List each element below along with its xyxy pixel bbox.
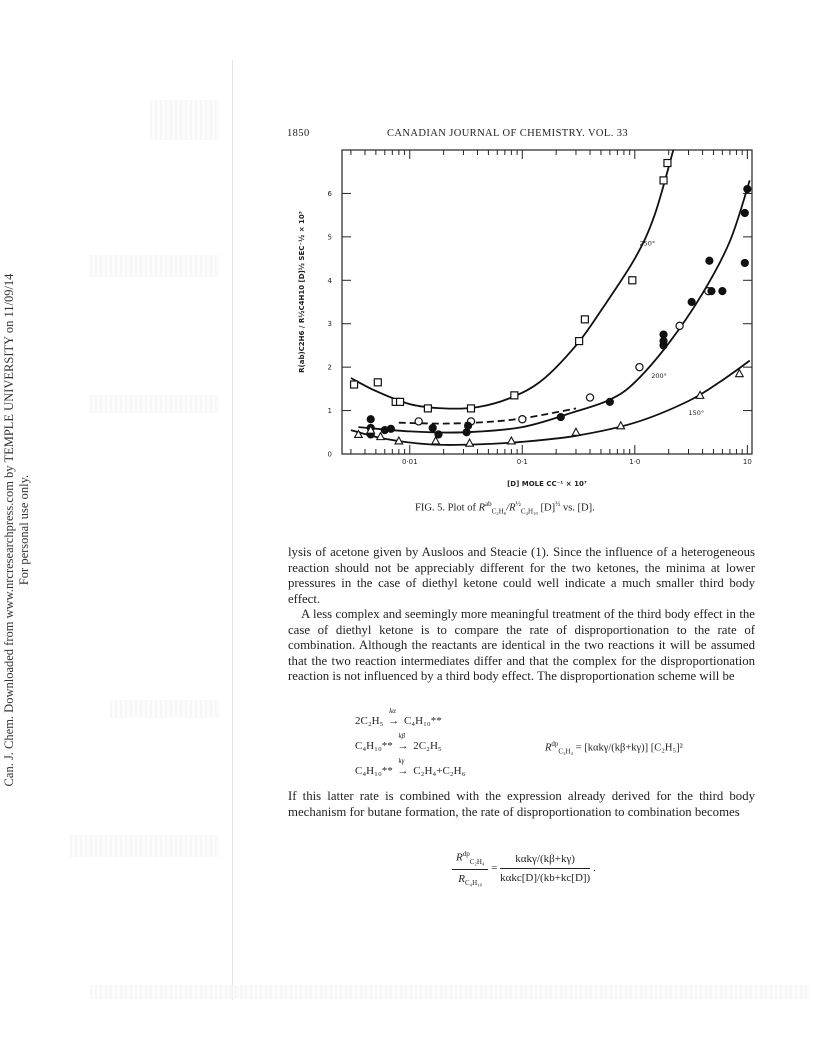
caption-symbol: R (478, 502, 486, 514)
data-point-square (374, 379, 381, 386)
data-point-triangle (572, 428, 580, 435)
scan-artifact (70, 835, 220, 857)
data-point-square (467, 405, 474, 412)
equals-sign: = (491, 862, 501, 875)
temperature-label: 250° (639, 239, 656, 248)
scan-artifact (110, 700, 220, 718)
data-point-open-circle (415, 418, 422, 425)
paragraph-3: If this latter rate is combined with the expression already derived for the third body mechanism for butane formation, the rate of disproportionation to combination becomes (288, 789, 755, 819)
x-axis-label: [D] MOLE CC⁻¹ × 10⁷ (507, 480, 587, 488)
eq-sup: dp (462, 850, 470, 858)
data-point-triangle (508, 437, 516, 444)
watermark-line-1: Can. J. Chem. Downloaded from www.nrcresearchpress.com by TEMPLE UNIVERSITY on 11/09/14 (2, 273, 16, 787)
lhs-fraction (452, 850, 488, 887)
reaction-arrow: kα → (388, 707, 400, 727)
caption-sup: ab (485, 500, 492, 508)
data-point-square (351, 381, 358, 388)
data-point-square (581, 316, 588, 323)
x-tick-label: 1·0 (629, 458, 641, 466)
scan-artifact (150, 100, 220, 140)
product: C₂H₄+C₂H₆ (413, 765, 466, 777)
data-point-square (629, 277, 636, 284)
caption-figure-number: FIG. 5. (415, 502, 446, 514)
data-point-filled-circle (741, 209, 748, 216)
data-point-filled-circle (706, 257, 713, 264)
rate-rhs: = [kαkγ/(kβ+kγ)] [C₂H₅]² (573, 742, 683, 754)
figure-caption (415, 500, 595, 516)
body-paragraphs (288, 545, 755, 685)
data-point-filled-circle (744, 185, 751, 192)
rhs-fraction (500, 853, 590, 884)
data-point-filled-circle (708, 288, 715, 295)
rate-sup: dp (551, 740, 559, 748)
temperature-label: 150° (688, 408, 705, 417)
caption-text: vs. [D]. (562, 502, 595, 514)
data-point-open-circle (636, 364, 643, 371)
chart-labels (639, 240, 704, 417)
caption-text: [D] (540, 502, 556, 514)
watermark-line-2: For personal use only. (17, 474, 31, 586)
data-point-square (511, 392, 518, 399)
caption-sup: ½ (515, 500, 521, 508)
y-tick-label: 3 (327, 320, 332, 329)
data-point-filled-circle (660, 331, 667, 338)
reactant: 2C₂H₅ (355, 715, 384, 727)
x-tick-label: 0·01 (401, 458, 418, 466)
scan-artifact (90, 395, 220, 413)
caption-symbol: /R (506, 502, 516, 514)
caption-sub: C₄H₁₀ (520, 507, 538, 516)
chart-points (351, 160, 751, 447)
rate-constant: kγ (398, 757, 405, 765)
data-point-filled-circle (606, 398, 613, 405)
lhs-denominator (452, 870, 488, 887)
series-curve-2 (358, 180, 749, 432)
y-tick-label: 4 (327, 276, 332, 285)
caption-sub: C₂H₆ (491, 507, 507, 516)
y-tick-label: 5 (327, 233, 332, 242)
reaction-arrow: kγ → (397, 757, 409, 777)
x-tick-label: 0·1 (516, 458, 528, 466)
data-point-filled-circle (719, 288, 726, 295)
reaction-arrow: kβ → (397, 732, 409, 752)
rate-sub: C₂H₄ (558, 747, 574, 756)
data-point-filled-circle (741, 259, 748, 266)
caption-sup: ½ (555, 500, 561, 508)
y-tick-label: 6 (327, 189, 332, 198)
download-watermark (2, 250, 42, 810)
data-point-filled-circle (463, 429, 470, 436)
y-axis-label: R(ab)C2H6 / R½C4H10 [D]½ SEC⁻½ × 10³ (298, 211, 306, 373)
eq-sub: C₂H₄ (469, 857, 485, 866)
data-point-filled-circle (557, 413, 564, 420)
data-point-open-circle (519, 416, 526, 423)
scan-artifact (90, 985, 810, 999)
rhs-numerator: kαkγ/(kβ+kγ) (500, 853, 590, 869)
data-point-square (576, 338, 583, 345)
eq-sub: C₄H₁₀ (465, 879, 483, 888)
equation-period: . (592, 862, 596, 875)
eq-symbol: R (458, 872, 466, 885)
ratio-equation (452, 850, 596, 887)
product: 2C₂H₅ (413, 740, 442, 752)
chart-axes (298, 150, 752, 488)
y-tick-label: 0 (327, 450, 332, 459)
chart-curves (351, 150, 750, 445)
y-tick-label: 1 (327, 407, 332, 416)
rate-constant: kα (389, 707, 396, 715)
data-point-filled-circle (688, 298, 695, 305)
rate-symbol: R (545, 742, 552, 754)
data-point-filled-circle (464, 422, 471, 429)
temperature-label: 200° (651, 372, 667, 380)
rhs-denominator: kαkc[D]/(kb+kc[D]) (500, 872, 591, 885)
series-curve-0 (351, 150, 673, 409)
data-point-square (424, 405, 431, 412)
data-point-filled-circle (387, 425, 394, 432)
journal-title: CANADIAN JOURNAL OF CHEMISTRY. VOL. 33 (387, 128, 629, 139)
y-tick-label: 2 (327, 363, 332, 372)
scan-margin-line (232, 60, 233, 1000)
scheme-line-3 (355, 757, 466, 777)
data-point-open-circle (676, 322, 683, 329)
data-point-filled-circle (367, 416, 374, 423)
product: C₄H₁₀** (403, 715, 442, 727)
data-point-open-circle (586, 394, 593, 401)
figure-5-chart (290, 140, 770, 495)
x-tick-label: 10 (742, 458, 752, 466)
scheme-line-1 (355, 707, 442, 727)
data-point-square (660, 177, 667, 184)
data-point-triangle (466, 439, 474, 446)
reactant: C₄H₁₀** (355, 765, 393, 777)
reactant: C₄H₁₀** (355, 740, 393, 752)
data-point-square (664, 160, 671, 167)
paragraph-2: A less complex and seemingly more meaningful treatment of the third body effect in the case of diethyl ketone is to compare the rate of disproportionation to the rate of combination. Although the reactants are identical in the two reactions it will be assumed that the two reaction intermediates differ and that the complex for the disproportionation reaction is not influenced by a third body effect. The disproportionation scheme will be (288, 607, 755, 683)
lhs-numerator (452, 850, 488, 870)
page-number: 1850 (287, 128, 310, 139)
data-point-square (397, 398, 404, 405)
rate-equation (545, 740, 683, 756)
scheme-line-2 (355, 732, 442, 752)
paragraph-1: lysis of acetone given by Ausloos and Steacie (1). Since the influence of a heterogeneous reaction should not be appreciably different for the two ketones, the minima at lower pressures in the case of diethyl ketone could well indicate a much smaller third body effect. (288, 545, 755, 606)
eq-symbol: R (456, 851, 463, 864)
caption-text: Plot of (447, 502, 476, 514)
data-point-filled-circle (429, 424, 436, 431)
scan-artifact (90, 255, 220, 277)
rate-constant: kβ (398, 732, 406, 740)
